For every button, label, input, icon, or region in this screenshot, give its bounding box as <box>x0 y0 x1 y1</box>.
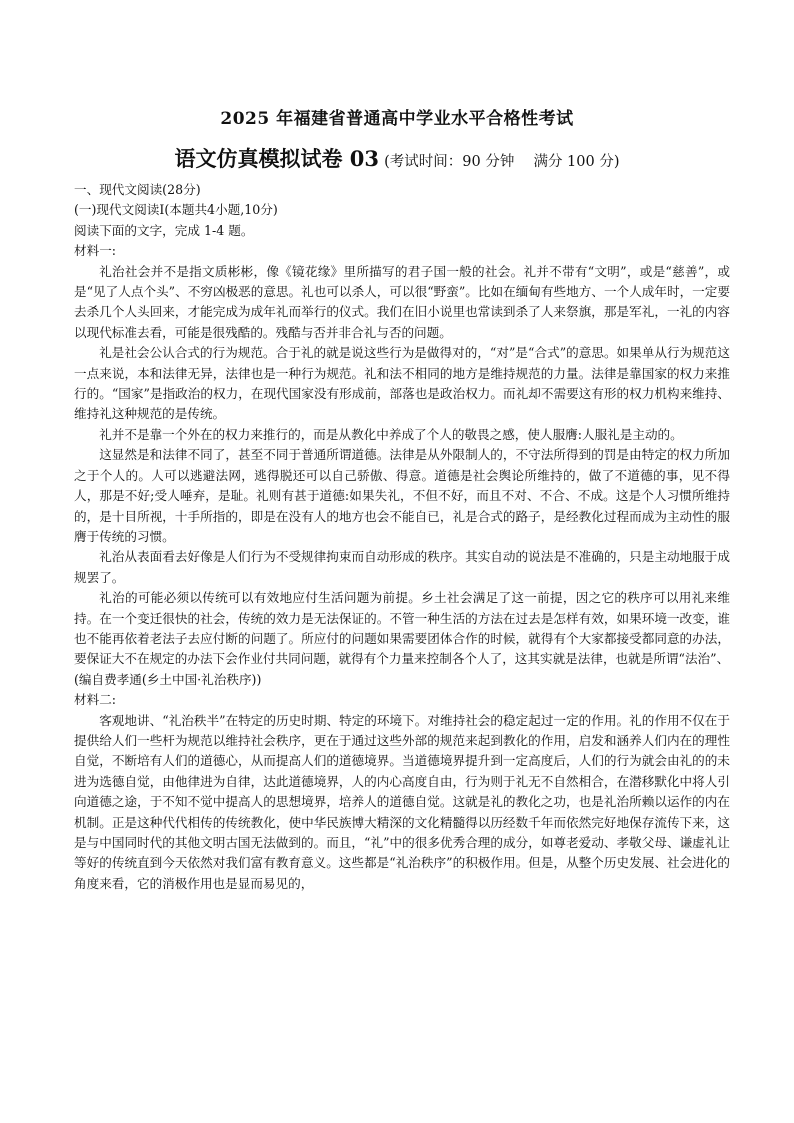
material-one-paragraph: 礼并不是靠一个外在的权力来推行的，而是从教化中养成了个人的敬畏之感，使人服膺:人服礼是主动的。 <box>99 426 683 442</box>
reading-content <box>74 180 730 894</box>
material-two-label: 材料二: <box>74 692 117 708</box>
exam-info: (考试时间：90 分钟 满分 100 分) <box>384 154 620 170</box>
reading-instruction: 阅读下面的文字，完成 1-4 题。 <box>74 222 254 238</box>
material-two-paragraph: 客观地讲、“礼治秩半”在特定的历史时期、特定的环境下。对维持社会的稳定起过一定的作用。礼的作用不仅在于提供给人们一些杆为规范以维持社会秩序，更在于通过这些外部的规范来起到教化的作用，启发和涵养人们内在的理性自觉，不断培有人们的道德心，从而提高人们的道德境界。当道德境界提升到一定高度后，人们的行为就会由礼的的未进为选德自觉，由他律进为自律，达此道德境界，人的内心高度自由，行为则于礼无不自然相合，在潜移默化中将人引向道德之途，于不知不觉中提高人的思想境界，培养人的道德自觉。这就是礼的教化之功，也是礼治所赖以运作的内在机制。正是这种代代相传的传统教化，使中华民族博大精深的文化精髓得以历经数千年而依然完好地保存流传下来，这是与中国同时代的其他文明古国无法做到的。而且，“礼”中的很多优秀合理的成分，如尊老爱动、孝敬父母、谦虚礼让等好的传统直到今天依然对我们富有教育意义。这些都是“礼治秩序”的积极作用。但是，从整个历史发展、社会进化的角度来看，它的消极作用也是显而易见的， <box>74 712 730 891</box>
paper-title-line <box>0 143 794 173</box>
material-one-paragraph: 礼治社会并不是指文质彬彬，像《镜花缘》里所描写的君子国一般的社会。礼并不带有“文明”，或是“慈善”，或是“见了人点个头”、不穷凶极恶的意思。礼也可以杀人，可以很“野蛮”。比如在缅甸有些地方、一个人成年时，一定要去杀几个人头回来，才能完成为成年礼而举行的仪式。我们在旧小说里也常读到杀了人来祭旗，那是军礼，一礼的内容以现代标准去看，可能是很残酷的。残酷与否并非合礼与否的问题。 <box>74 263 730 340</box>
exam-title: 2025 年福建省普通高中学业水平合格性考试 <box>220 109 574 129</box>
section-heading: 一、现代文阅读(28分) <box>74 182 201 197</box>
material-one-label: 材料一: <box>74 243 117 259</box>
paper-title: 语文仿真模拟试卷 03 <box>174 146 380 171</box>
material-one-paragraph: 礼是社会公认合式的行为规范。合于礼的就是说这些行为是做得对的，“对”是“合式”的意思。如果单从行为规范这一点来说，本和法律无异，法律也是一种行为规范。礼和法不相同的地方是维持规范的力量。法律是靠国家的权力来推行的。“国家”是指政治的权力，在现代国家没有形成前，部落也是政治权力。而礼却不需要这有形的权力机构来维持、维持礼这种规范的是传统。 <box>74 345 730 422</box>
material-one-paragraph: 这显然是和法律不同了，甚至不同于普通所谓道德。法律是从外限制人的，不守法所得到的罚是由特定的权力所加之于个人的。人可以逃避法网，逃得脱还可以自己骄傲、得意。道德是社会舆论所维持的，做了不道德的事，见不得人，那是不好;受人唾弃，是耻。礼则有甚于道德:如果失礼，不但不好，而且不对、不合、不成。这是个人习惯所维持的，是十目所视，十手所指的，即是在没有人的地方也会不能自已，礼是合式的路子，是经教化过程而成为主动性的服膺于传统的习惯。 <box>74 447 730 544</box>
material-one-source: (编自费孝通(乡土中国·礼治秩序)) <box>74 671 262 687</box>
material-one-paragraph: 礼治的可能必须以传统可以有效地应付生活问题为前提。乡土社会满足了这一前提，因之它的秩序可以用礼来维持。在一个变迁很快的社会，传统的效力是无法保证的。不管一种生活的方法在过去是怎样有效，如果环境一改变，谁也不能再依着老法子去应付断的问题了。所应付的问题如果需要团体合作的时候，就得有个大家都接受都同意的办法，要保证大不在规定的办法下会作业付共同问题，就得有个力量来控制各个人了，这其实就是法律，也就是所谓“法治”、 <box>74 590 730 667</box>
material-one-paragraph: 礼治从表面看去好像是人们行为不受规律拘束而自动形成的秩序。其实自动的说法是不准确的，只是主动地服于成规罢了。 <box>74 549 730 585</box>
sub-section-heading: (一)现代文阅读Ⅰ(本题共4小题,10分) <box>74 202 278 218</box>
